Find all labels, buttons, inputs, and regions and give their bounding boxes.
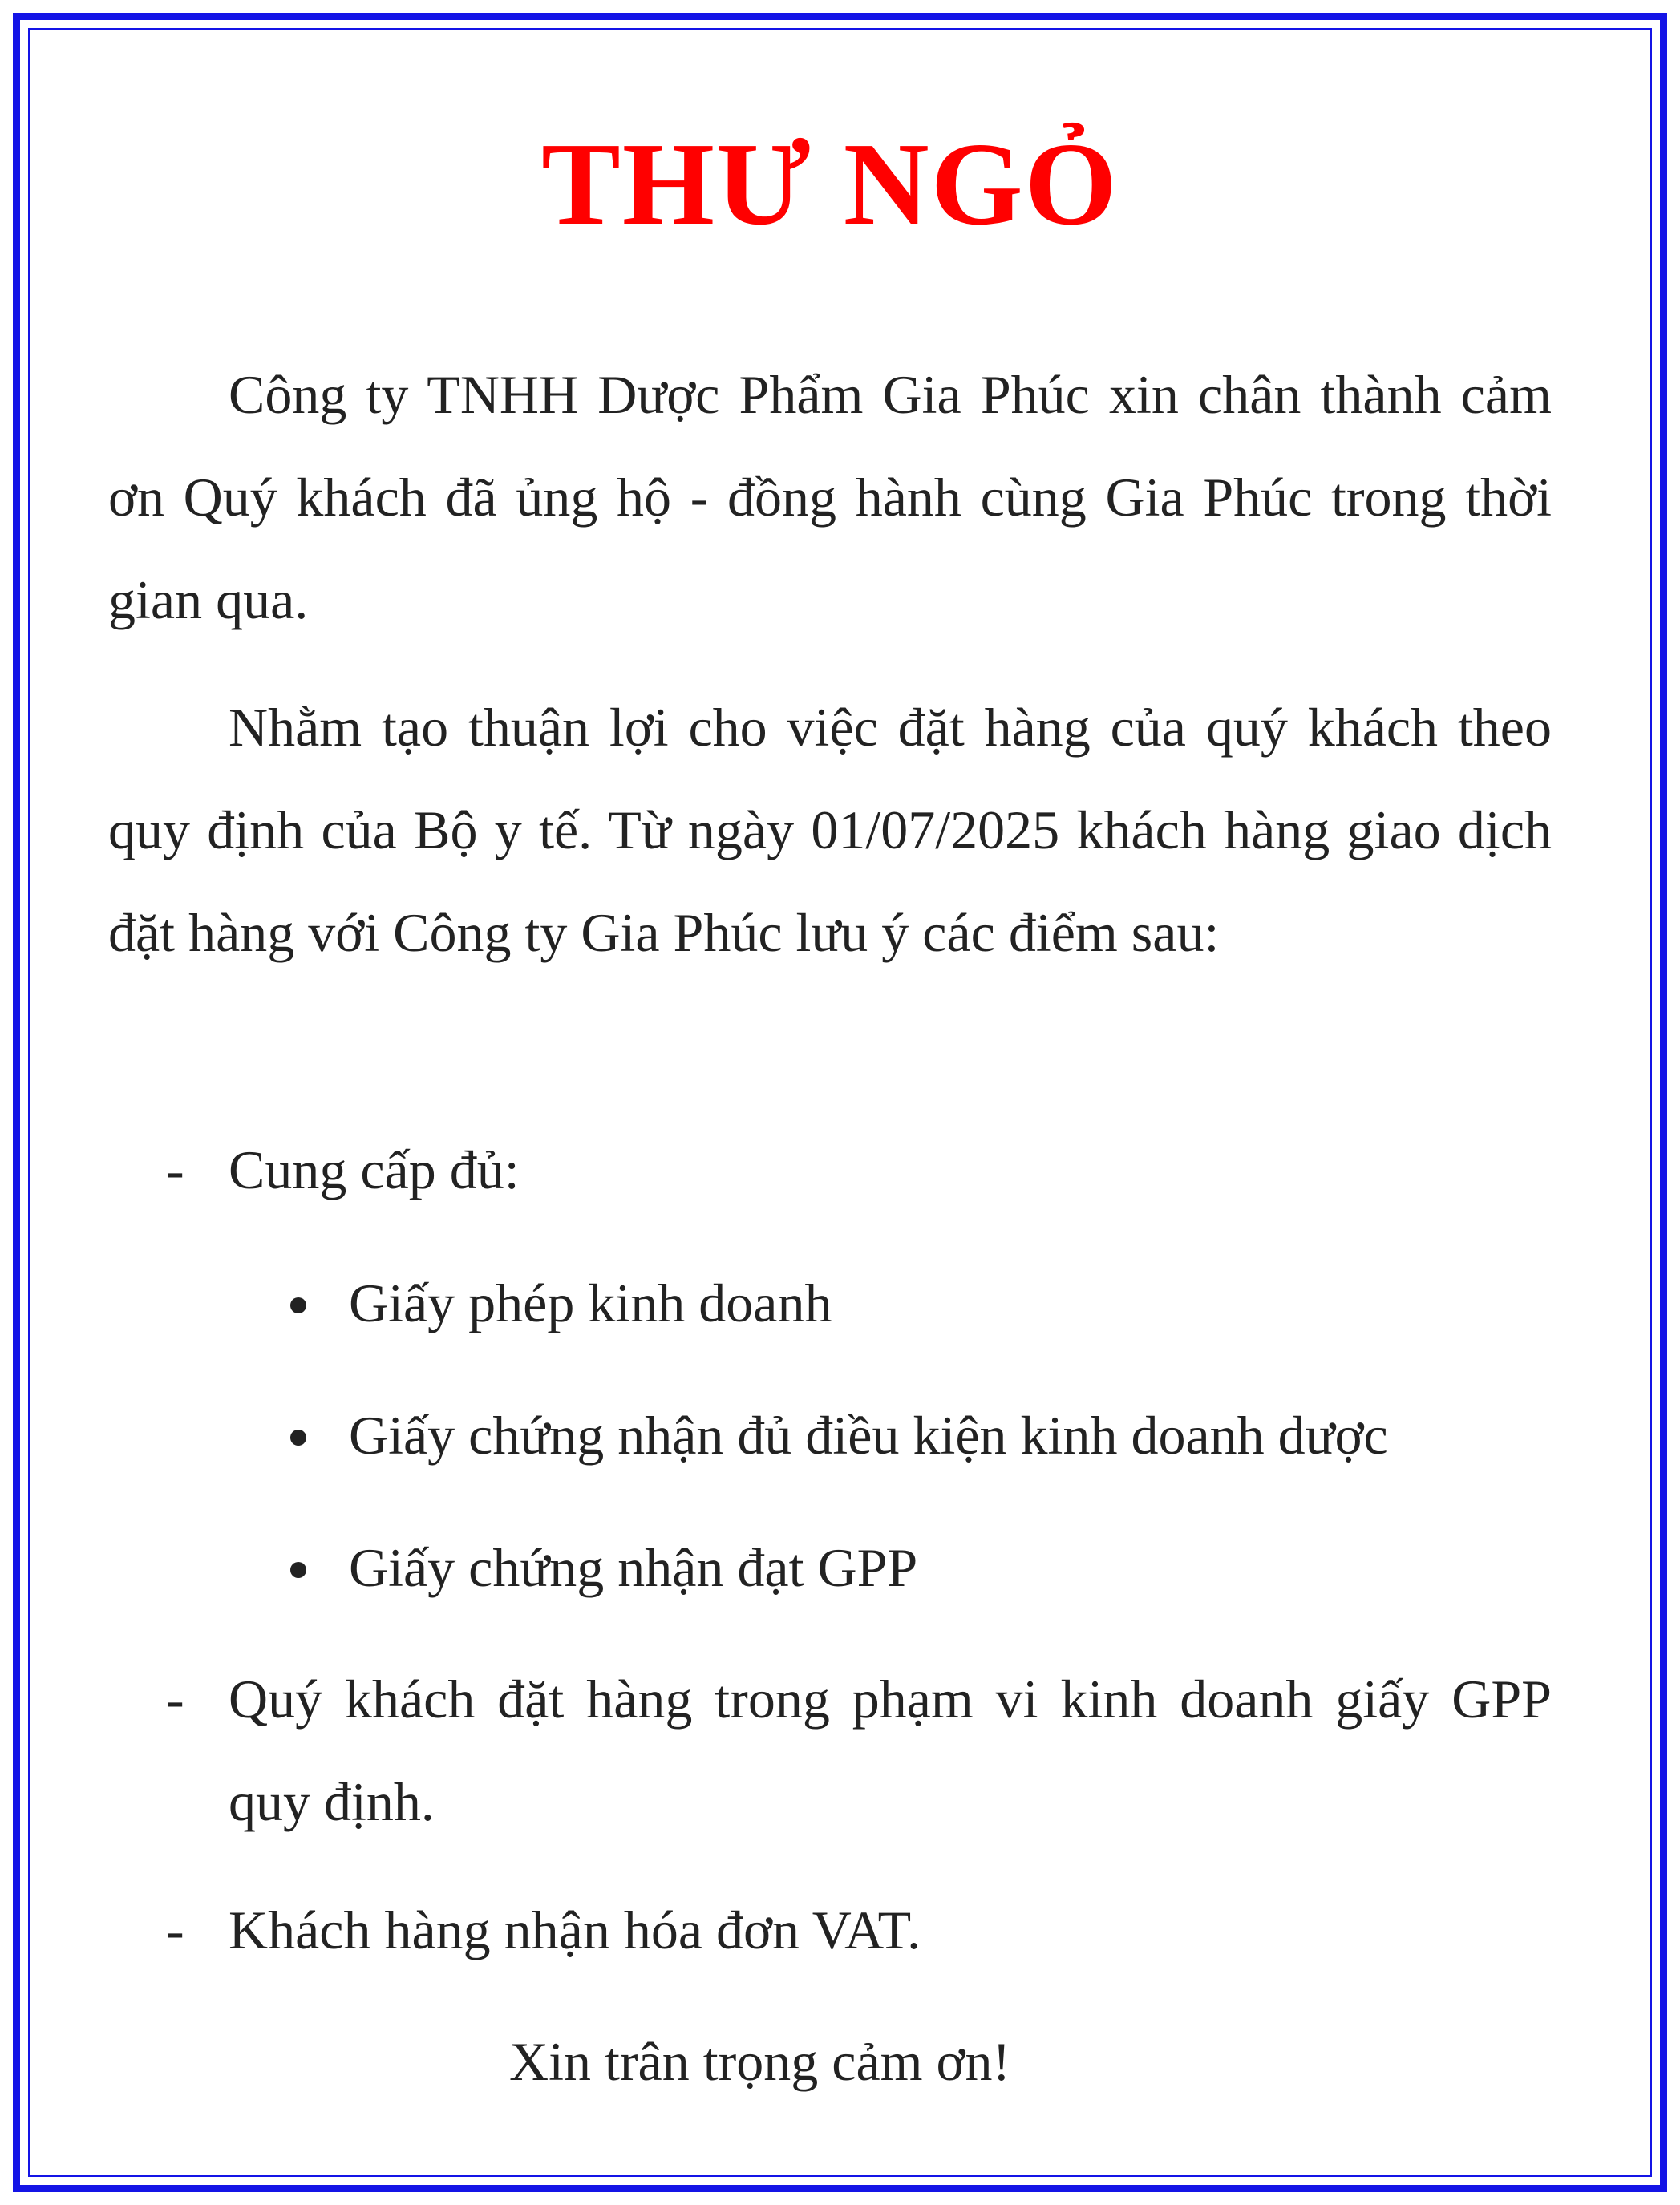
letter-title: THƯ NGỎ — [541, 119, 1119, 250]
dash-marker: - — [166, 1900, 184, 1960]
document-list-item — [108, 1516, 1552, 1619]
bullet-icon — [290, 1562, 306, 1578]
document-list-text: Giấy phép kinh doanh — [349, 1272, 832, 1333]
notice-paragraph: Nhằm tạo thuận lợi cho việc đặt hàng của quý khách theo quy định của Bộ y tế. Từ ngày 01/07/2025 khách hàng giao dịch đặt hàng với Công ty Gia Phúc lưu ý các điểm sau: — [108, 697, 1552, 963]
dash-marker: - — [166, 1669, 184, 1730]
bullet-icon — [290, 1430, 306, 1446]
bullet-icon — [290, 1297, 306, 1313]
document-list-text: Giấy chứng nhận đạt GPP — [349, 1537, 918, 1598]
intro-paragraph: Công ty TNHH Dược Phẩm Gia Phúc xin chân thành cảm ơn Quý khách đã ủng hộ - đồng hành cùng Gia Phúc trong thời gian qua. — [108, 364, 1552, 630]
requirement-text: Cung cấp đủ: — [229, 1139, 520, 1200]
dash-marker: - — [166, 1139, 184, 1200]
requirement-text: Khách hàng nhận hóa đơn VAT. — [229, 1900, 921, 1960]
document-list-text: Giấy chứng nhận đủ điều kiện kinh doanh dược — [349, 1405, 1388, 1466]
requirement-text: Quý khách đặt hàng trong phạm vi kinh doanh giấy GPP quy định. — [229, 1669, 1552, 1832]
document-list-item — [108, 1252, 1552, 1354]
document-list-item — [108, 1384, 1552, 1487]
closing-line: Xin trân trọng cảm ơn! — [509, 2031, 1011, 2092]
